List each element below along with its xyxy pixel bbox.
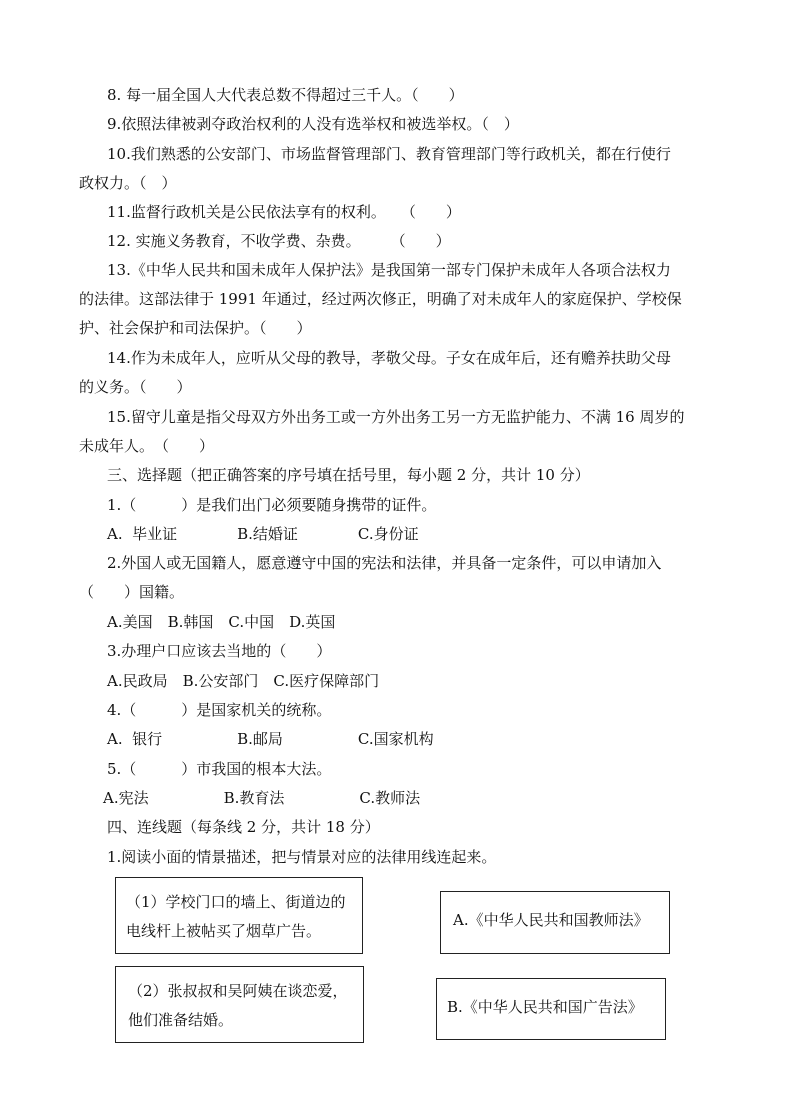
- scenario-1-line2: 电线杆上被帖买了烟草广告。: [126, 922, 322, 940]
- judge-q14-line2: 的义务。（ ）: [79, 378, 192, 396]
- choice-q2-options: A.美国 B.韩国 C.中国 D.英国: [107, 613, 336, 631]
- choice-q4-options: A. 银行 B.邮局 C.国家机构: [107, 730, 434, 748]
- judge-q9: 9.依照法律被剥夺政治权利的人没有选举权和被选举权。（ ）: [107, 115, 519, 133]
- choice-section-heading: 三、选择题（把正确答案的序号填在括号里，每小题 2 分，共计 10 分）: [107, 466, 590, 484]
- choice-q2-line2: （ ）国籍。: [79, 583, 185, 601]
- scenario-box-1[interactable]: [115, 877, 363, 954]
- match-section-heading: 四、连线题（每条线 2 分，共计 18 分）: [107, 818, 380, 836]
- judge-q13-line1: 13.《中华人民共和国未成年人保护法》是我国第一部专门保护未成年人各项合法权力: [107, 261, 671, 279]
- law-a-label: A.《中华人民共和国教师法》: [453, 911, 649, 929]
- judge-q10-line2: 政权力。（ ）: [79, 174, 177, 192]
- judge-q13-line2: 的法律。这部法律于 1991 年通过，经过两次修正，明确了对未成年人的家庭保护、学校保: [79, 290, 682, 308]
- scenario-2-line2: 他们准备结婚。: [128, 1011, 234, 1029]
- judge-q8: 8. 每一届全国人大代表总数不得超过三千人。（ ）: [107, 86, 464, 104]
- match-instruction: 1.阅读小面的情景描述，把与情景对应的法律用线连起来。: [107, 848, 497, 866]
- choice-q2-line1: 2.外国人或无国籍人，愿意遵守中国的宪法和法律，并具备一定条件，可以申请加入: [107, 554, 662, 572]
- judge-q13-line3: 护、社会保护和司法保护。（ ）: [79, 319, 312, 337]
- scenario-2-line1: （2）张叔叔和吴阿姨在谈恋爱，: [128, 982, 348, 1000]
- choice-q1-options: A. 毕业证 B.结婚证 C.身份证: [107, 525, 419, 543]
- scenario-box-2[interactable]: [115, 966, 364, 1043]
- choice-q5-options: A.宪法 B.教育法 C.教师法: [103, 789, 421, 807]
- judge-q10-line1: 10.我们熟悉的公安部门、市场监督管理部门、教育管理部门等行政机关，都在行使行: [107, 145, 671, 163]
- choice-q4: 4.（ ）是国家机关的统称。: [107, 701, 332, 719]
- judge-q15-line1: 15.留守儿童是指父母双方外出务工或一方外出务工另一方无监护能力、不满 16 周岁的: [107, 408, 685, 426]
- judge-q14-line1: 14.作为未成年人，应听从父母的教导，孝敬父母。子女在成年后，还有赡养扶助父母: [107, 349, 671, 367]
- choice-q3: 3.办理户口应该去当地的（ ）: [107, 642, 332, 660]
- choice-q5: 5.（ ）市我国的根本大法。: [107, 760, 332, 778]
- judge-q15-line2: 未成年人。 （ ）: [79, 437, 215, 455]
- choice-q1: 1.（ ）是我们出门必须要随身携带的证件。: [107, 496, 437, 514]
- law-box-a[interactable]: [440, 891, 670, 954]
- scenario-1-line1: （1）学校门口的墙上、街道边的: [126, 893, 346, 911]
- judge-q11: 11.监督行政机关是公民依法享有的权利。 （ ）: [107, 203, 461, 221]
- law-box-b[interactable]: [436, 978, 666, 1040]
- law-b-label: B.《中华人民共和国广告法》: [447, 998, 643, 1016]
- judge-q12: 12. 实施义务教育，不收学费、杂费。 （ ）: [107, 232, 451, 250]
- choice-q3-options: A.民政局 B.公安部门 C.医疗保障部门: [107, 672, 380, 690]
